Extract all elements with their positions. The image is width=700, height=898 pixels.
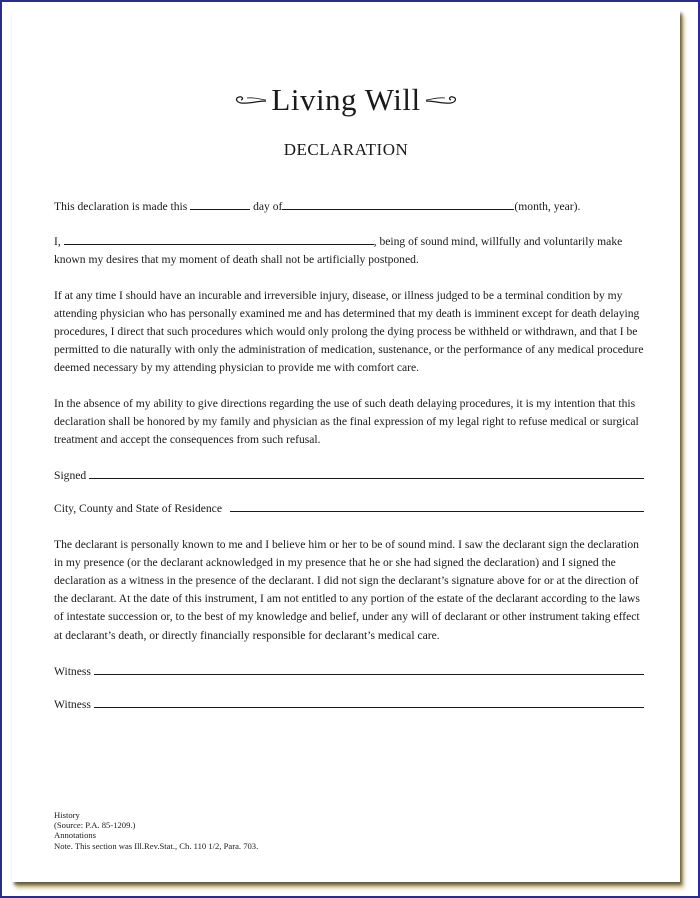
signed-field	[54, 466, 644, 485]
flourish-left-icon	[233, 92, 267, 108]
spacer	[54, 485, 644, 499]
residence-field	[54, 499, 644, 518]
date-line	[54, 198, 644, 216]
absence-paragraph: In the absence of my ability to give directions regarding the use of such death delaying procedures, it is my intention that this declaration shall be honored by my family and physician as the final expression of my legal right to refuse medical or surgical treatment and accept the consequences from such refusal.	[54, 396, 639, 447]
flourish-right-icon	[425, 92, 459, 108]
spacer	[54, 519, 644, 536]
title-row	[12, 82, 680, 118]
witness2-label: Witness	[54, 698, 91, 712]
spacer	[54, 449, 644, 466]
residence-label: City, County and State of Residence	[54, 502, 222, 516]
date-line-suffix: (month, year).	[514, 200, 581, 213]
identity-prefix: I,	[54, 235, 61, 249]
witness1-line[interactable]	[94, 662, 644, 675]
identity-line2: known my desires that my moment of death shall not be artificially postponed.	[54, 253, 419, 267]
history-source: (Source: P.A. 85-1209.)	[54, 820, 136, 831]
name-blank[interactable]	[64, 233, 374, 245]
signed-label: Signed	[54, 469, 87, 483]
witness2-line[interactable]	[94, 695, 644, 708]
month-year-blank[interactable]	[282, 198, 514, 210]
date-line-middle: day of	[253, 200, 283, 213]
witness-paragraph: The declarant is personally known to me and I believe him or her to be of sound mind. I saw the declarant sign the declaration in my presence (or the declarant acknowledged in my presence that he or she had signed the declaration) and I signed the declaration as a witness in the presence of the declarant. I did not sign the declarant’s signature above for or at the direction of the declarant. At the date of this instrument, I am not entitled to any portion of the estate of the declarant according to the laws of intestate succession or, to the best of my knowledge and belief, under any will of declarant or other instrument taking effect at declarant’s death, or directly financially responsible for declarant’s medical care.	[54, 537, 640, 642]
day-blank[interactable]	[190, 198, 250, 210]
terminal-condition-paragraph: If at any time I should have an incurable and irreversible injury, disease, or illness judged to be a terminal condition by my attending physician who has personally examined me and has determined that my death is imminent except for death delaying procedures, I direct that such procedures which would only prolong the dying process be withheld or withdrawn, and that I be permitted to die naturally with only the administration of medication, sustenance, or the performance of any medical procedure deemed necessary by my attending physician to provide me with comfort care.	[54, 288, 644, 375]
history-block	[54, 810, 258, 851]
history-annotations: Annotations	[54, 830, 97, 841]
document-title: Living Will	[271, 82, 421, 117]
date-line-prefix: This declaration is made this	[54, 200, 188, 213]
witness1-label: Witness	[54, 664, 91, 678]
document-subtitle: DECLARATION	[283, 140, 409, 159]
history-heading: History	[54, 810, 80, 820]
history-note: Note. This section was Ill.Rev.Stat., Ch. 110 1/2, Para. 703.	[54, 840, 259, 851]
signature-line[interactable]	[89, 466, 644, 479]
document-body	[54, 198, 644, 714]
spacer	[54, 216, 644, 233]
spacer	[54, 645, 644, 662]
witness1-field	[54, 662, 644, 681]
residence-line[interactable]	[230, 499, 644, 512]
spacer	[54, 270, 644, 287]
identity-suffix: , being of sound mind, willfully and voluntarily make	[373, 235, 623, 249]
identity-paragraph	[54, 233, 644, 269]
document-page	[12, 10, 680, 882]
witness2-field	[54, 695, 644, 714]
spacer	[54, 378, 644, 395]
spacer	[54, 681, 644, 695]
